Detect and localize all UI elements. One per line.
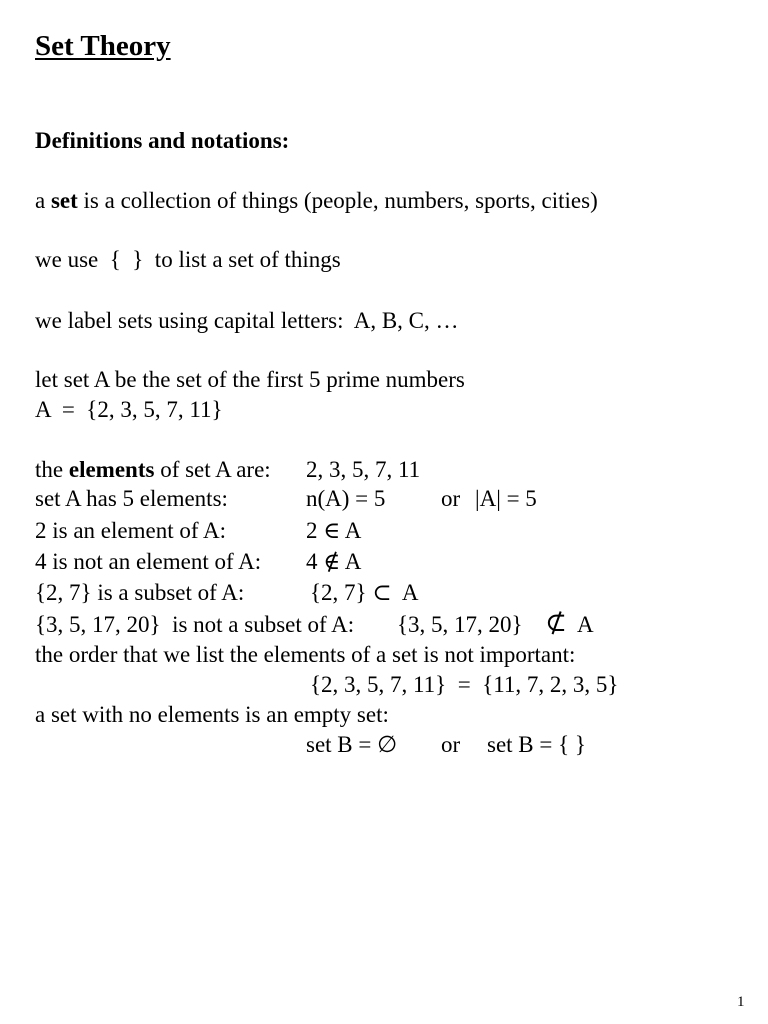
set-a-definition: let set A be the set of the first 5 prime numbers [35, 367, 465, 392]
not-element-label: 4 is not an element of A: [35, 549, 262, 574]
empty-set-notation: set B = ∅ [306, 732, 398, 757]
elements-label-suffix: of set A are: [154, 457, 271, 482]
not-subset-set: {3, 5, 17, 20} [397, 612, 523, 637]
empty-set-braces: set B = { } [487, 732, 586, 757]
empty-set-label: a set with no elements is an empty set: [35, 702, 389, 727]
count-label: set A has 5 elements: [35, 486, 228, 511]
order-label: the order that we list the elements of a set is not important: [35, 642, 576, 667]
subset-value: {2, 7} ⊂ A [310, 580, 419, 605]
not-subset-symbol: ⊄ [545, 608, 567, 637]
set-definition-line [35, 187, 598, 215]
set-a-equation: A = {2, 3, 5, 7, 11} [35, 397, 223, 422]
not-subset-set-a: A [577, 612, 594, 637]
set-definition-prefix: a [35, 188, 51, 213]
empty-set-or: or [441, 732, 461, 757]
elements-term: elements [68, 457, 155, 482]
braces-line: we use { } to list a set of things [35, 247, 341, 272]
page-title: Set Theory [35, 30, 171, 62]
section-heading: Definitions and notations: [35, 128, 290, 153]
elements-label [35, 456, 271, 484]
element-of-label: 2 is an element of A: [35, 518, 226, 543]
subset-label: {2, 7} is a subset of A: [35, 580, 245, 605]
not-element-value: 4 ∉ A [306, 549, 362, 574]
or-text: or [441, 486, 461, 511]
labels-line: we label sets using capital letters: A, B, C, … [35, 308, 459, 333]
set-term: set [50, 188, 78, 213]
page-number: 1 [737, 994, 745, 1010]
cardinality-alt-value: |A| = 5 [475, 486, 537, 511]
elements-label-prefix: the [35, 457, 69, 482]
set-definition-suffix: is a collection of things (people, numbers, sports, cities) [77, 188, 598, 213]
elements-value: 2, 3, 5, 7, 11 [306, 457, 421, 482]
not-subset-label: {3, 5, 17, 20} is not a subset of A: [35, 612, 355, 637]
order-equation: {2, 3, 5, 7, 11} = {11, 7, 2, 3, 5} [310, 672, 619, 697]
cardinality-value: n(A) = 5 [306, 486, 386, 511]
element-of-value: 2 ∈ A [306, 518, 362, 543]
